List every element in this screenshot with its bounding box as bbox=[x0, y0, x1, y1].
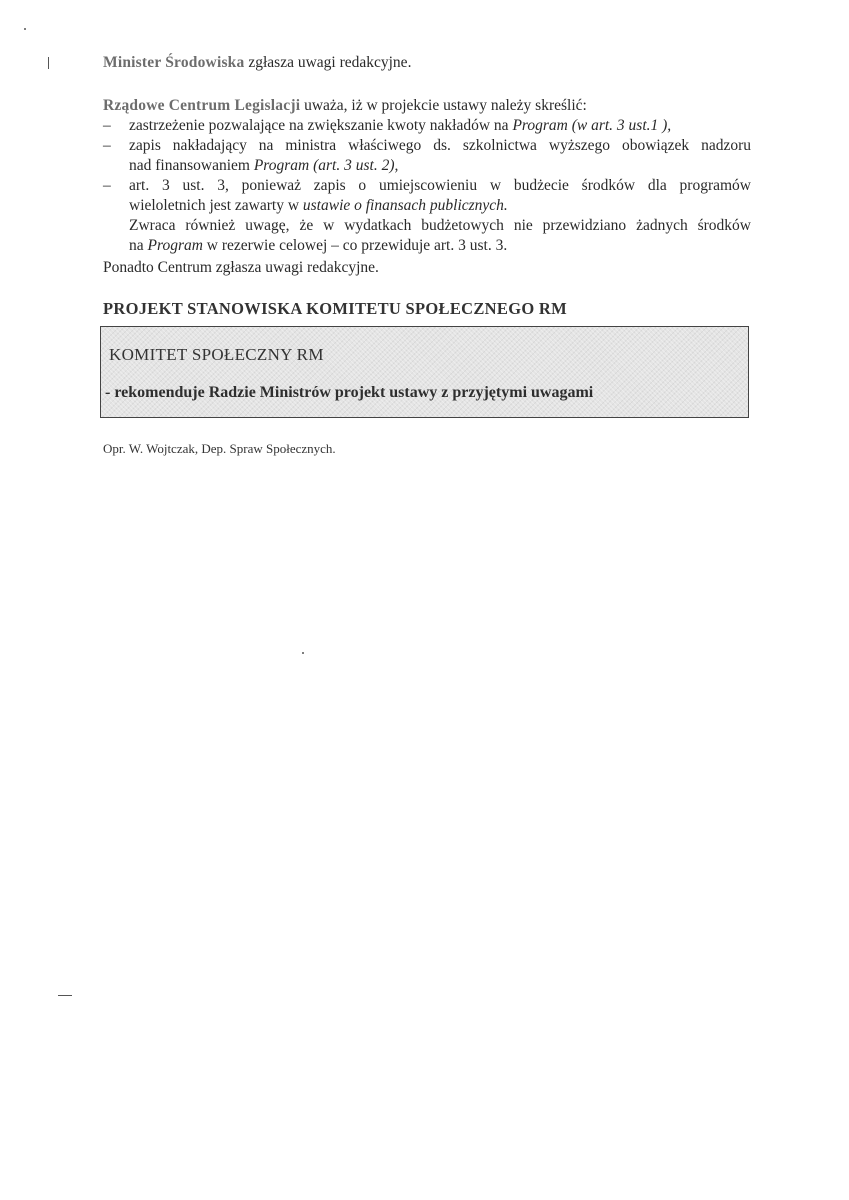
bullet-text-line1: zapis nakładający na ministra właściwego ds. szkolnictwa wyższego obowiązek nadzoru bbox=[129, 137, 751, 154]
paragraph-minister-text: zgłasza uwagi redakcyjne. bbox=[244, 54, 412, 71]
paragraph-rcl-text: uważa, iż w projekcie ustawy należy skreślić: bbox=[300, 97, 587, 114]
scan-speck bbox=[24, 28, 26, 30]
bullet-dash: – bbox=[103, 177, 111, 194]
list-item bbox=[103, 116, 751, 136]
note-line1: Zwraca również uwagę, że w wydatkach budżetowych nie przewidziano żadnych środków bbox=[129, 217, 751, 234]
bullet-text-line2 bbox=[129, 196, 751, 216]
bullet-text-line1: art. 3 ust. 3, ponieważ zapis o umiejscowieniu w budżecie środków dla programów bbox=[129, 177, 751, 194]
paragraph-minister bbox=[103, 53, 751, 73]
note-italic: Program bbox=[147, 237, 203, 254]
author-minister-srodowiska: Minister Środowiska bbox=[103, 54, 245, 71]
scan-mark bbox=[58, 995, 72, 996]
bullet-dash: – bbox=[103, 137, 111, 154]
note-text: na bbox=[129, 237, 148, 254]
note-line2 bbox=[129, 236, 751, 256]
bullet-text-italic: ustawie o finansach publicznych. bbox=[302, 197, 508, 214]
section-heading: PROJEKT STANOWISKA KOMITETU SPOŁECZNEGO RM bbox=[103, 299, 567, 318]
bullet-text-italic: Program (art. 3 ust. 2), bbox=[253, 157, 399, 174]
list-item bbox=[103, 176, 751, 216]
bullet-text bbox=[129, 116, 751, 136]
bullet-text-plain: nad finansowaniem bbox=[129, 157, 254, 174]
author-rcl: Rządowe Centrum Legislacji bbox=[103, 97, 301, 114]
scan-mark bbox=[48, 57, 49, 69]
list-item bbox=[103, 136, 751, 176]
paragraph-ponadto: Ponadto Centrum zgłasza uwagi redakcyjne. bbox=[103, 259, 379, 276]
committee-box bbox=[100, 326, 749, 418]
committee-title: KOMITET SPOŁECZNY RM bbox=[109, 345, 324, 364]
bullet-text-plain: wieloletnich jest zawarty w bbox=[129, 197, 303, 214]
bullet-text-plain: zastrzeżenie pozwalające na zwiększanie kwoty nakładów na bbox=[129, 117, 513, 134]
note-text: w rezerwie celowej – co przewiduje art. 3 ust. 3. bbox=[202, 237, 508, 254]
bullet-text-italic: Program (w art. 3 ust.1 ), bbox=[512, 117, 672, 134]
paragraph-rcl bbox=[103, 96, 751, 116]
bullet-dash: – bbox=[103, 117, 111, 134]
bullet-text-line2 bbox=[129, 156, 751, 176]
prepared-by: Opr. W. Wojtczak, Dep. Spraw Społecznych. bbox=[103, 441, 336, 456]
committee-recommendation: - rekomenduje Radzie Ministrów projekt ustawy z przyjętymi uwagami bbox=[105, 384, 594, 401]
scan-speck bbox=[302, 652, 304, 654]
